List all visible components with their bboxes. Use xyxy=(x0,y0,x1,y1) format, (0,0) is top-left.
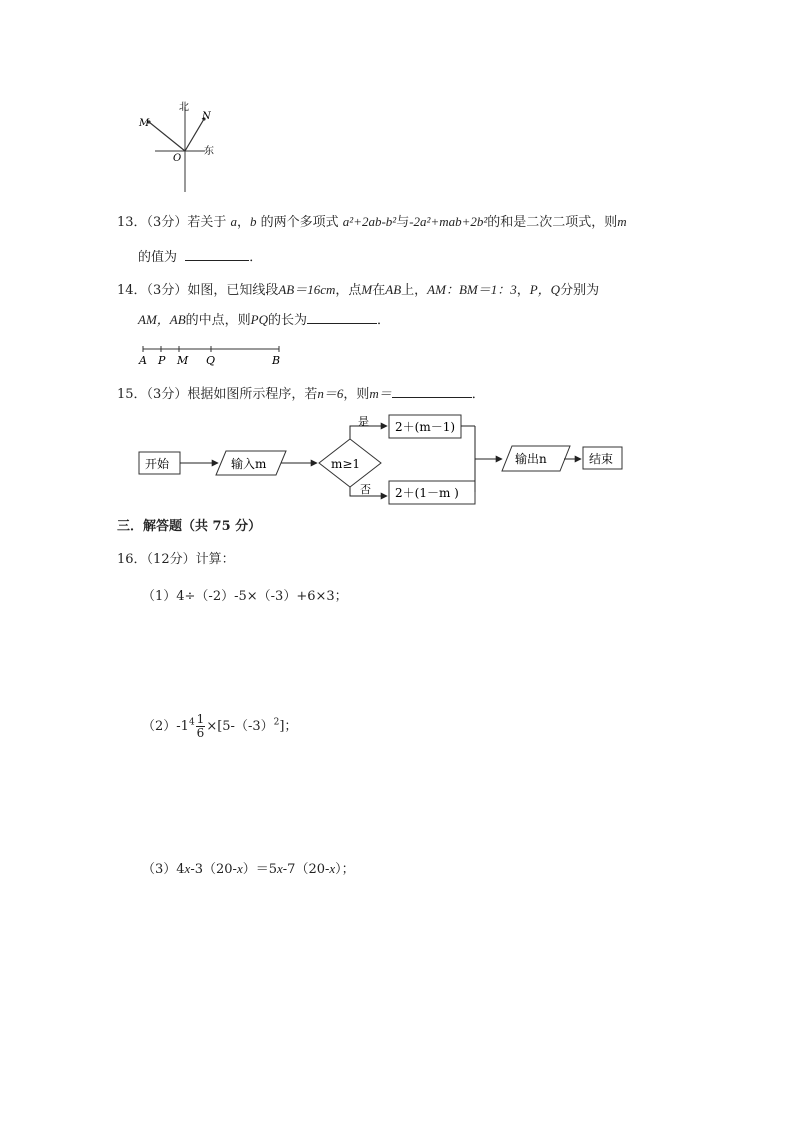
q13-score: （3分） xyxy=(146,215,188,230)
q14-end: ． xyxy=(377,313,391,328)
origin-label: O xyxy=(173,153,182,164)
ray-om xyxy=(149,122,185,151)
label-q: Q xyxy=(206,354,216,367)
q14-line1 xyxy=(117,281,599,300)
label-a: A xyxy=(139,354,147,367)
q16-text: 计算： xyxy=(195,552,235,567)
q16-p2-exp2: 2 xyxy=(273,717,280,728)
q14-number: 14． xyxy=(117,283,147,298)
q16-p2-prefix: （2）-1 xyxy=(142,719,189,734)
east-label: 东 xyxy=(204,146,214,157)
q15-number: 15． xyxy=(117,387,147,402)
q16-score: （12分） xyxy=(146,552,196,567)
q13-text-c: 与 xyxy=(396,215,410,230)
q13-poly1: a²+2ab-b² xyxy=(342,214,397,229)
q14-ab: AB xyxy=(385,282,402,297)
q16-p3-e: ）＝5 xyxy=(242,862,277,877)
q14-pq: P，Q xyxy=(529,282,561,297)
q14-line2-pq: PQ xyxy=(250,312,269,327)
q14-line2-b: 的中点，则 xyxy=(185,313,251,328)
q15-line1 xyxy=(117,385,485,404)
q15-score: （3分） xyxy=(146,387,188,402)
start-label: 开始 xyxy=(145,457,170,471)
q16-p2-end: ]； xyxy=(279,719,298,734)
q14-line2 xyxy=(138,311,390,330)
ray-on xyxy=(185,119,204,151)
compass-figure xyxy=(130,95,230,200)
q13-line1 xyxy=(117,213,627,232)
q14-text-b: ，点 xyxy=(335,283,362,298)
yes-box-label: 2＋(m－1) xyxy=(395,420,456,434)
flowchart xyxy=(130,405,630,505)
q16-number: 16． xyxy=(117,552,147,567)
q16-p2-frac-num: 1 xyxy=(196,712,205,726)
q15-text-b: ，则 xyxy=(343,387,370,402)
q16-p2-exp: 4 xyxy=(188,717,195,728)
q16-p3-x2: x xyxy=(236,861,243,876)
q16-p3-c: -3（20- xyxy=(190,862,237,877)
q14-answer-blank[interactable] xyxy=(307,311,377,324)
q13-number: 13． xyxy=(117,215,147,230)
q15-cond: n＝6 xyxy=(317,386,344,401)
q13-text-a: 若关于 xyxy=(187,215,227,230)
q16-header xyxy=(117,551,235,569)
label-m: M xyxy=(177,354,189,367)
output-label: 输出n xyxy=(515,452,547,466)
q14-line2-c: 的长为 xyxy=(268,313,308,328)
q15-text-a: 根据如图所示程序，若 xyxy=(187,387,318,402)
q16-p2-fraction xyxy=(196,713,206,740)
q13-text-b: 的两个多项式 xyxy=(260,215,339,230)
q13-var-b: b xyxy=(250,214,257,229)
q13-poly2: -2a²+mab+2b² xyxy=(409,214,488,229)
q16-p3-g: -7（20- xyxy=(282,862,330,877)
n-label: N xyxy=(202,111,211,122)
m-label: M xyxy=(139,118,150,129)
q13-comma: ， xyxy=(236,215,250,230)
q15-answer-blank[interactable] xyxy=(392,385,472,398)
q16-p3-i: ）； xyxy=(335,862,355,877)
q16-p3-x3: x xyxy=(277,861,283,876)
q14-ab-len: AB＝16cm xyxy=(278,282,336,297)
q14-text-d: 上， xyxy=(401,283,428,298)
no-box-label: 2＋(1－m ) xyxy=(395,486,459,500)
q14-text-a: 如图，已知线段 xyxy=(187,283,279,298)
no-label: 否 xyxy=(360,483,371,496)
yes-label: 是 xyxy=(358,415,369,428)
q16-p2-suffix: ×[5-（-3） xyxy=(206,719,274,734)
q13-var-a: a xyxy=(230,214,237,229)
north-label: 北 xyxy=(179,102,189,113)
q13-text-d: 的和是二次二项式，则 xyxy=(487,215,618,230)
q15-end: ． xyxy=(471,387,485,402)
q16-part1: （1）4÷（-2）-5×（-3）+6×3； xyxy=(142,589,348,604)
q16-p3-x1: x xyxy=(184,861,191,876)
q14-ratio: AM：BM＝1：3 xyxy=(427,282,517,297)
q13-end: ． xyxy=(249,250,263,265)
q13-line2 xyxy=(138,248,262,267)
section3-title: 三．解答题（共 75 分） xyxy=(117,519,262,534)
q14-score: （3分） xyxy=(146,283,188,298)
q16-part3 xyxy=(142,860,355,879)
q13-line2-text: 的值为 xyxy=(138,250,178,265)
decision-label: m≥1 xyxy=(331,457,361,471)
label-b: B xyxy=(272,354,281,367)
q14-text-c: 在 xyxy=(372,283,386,298)
q13-answer-blank[interactable] xyxy=(185,248,249,261)
q14-text-e: ， xyxy=(516,283,530,298)
q16-p2-frac-den: 6 xyxy=(196,726,205,740)
q16-part2 xyxy=(142,713,297,741)
q15-ask: m＝ xyxy=(369,386,392,401)
q14-m-pt: M xyxy=(361,282,373,297)
segment-figure xyxy=(137,343,287,369)
input-label: 输入m xyxy=(231,457,267,471)
label-p: P xyxy=(158,354,166,367)
q16-p3-a: （3）4 xyxy=(142,862,185,877)
q13-var-m: m xyxy=(617,214,627,229)
q16-p3-x4: x xyxy=(329,861,336,876)
q14-text-f: 分别为 xyxy=(560,283,600,298)
q14-line2-a: AM，AB xyxy=(138,312,186,327)
end-label: 结束 xyxy=(589,452,614,466)
